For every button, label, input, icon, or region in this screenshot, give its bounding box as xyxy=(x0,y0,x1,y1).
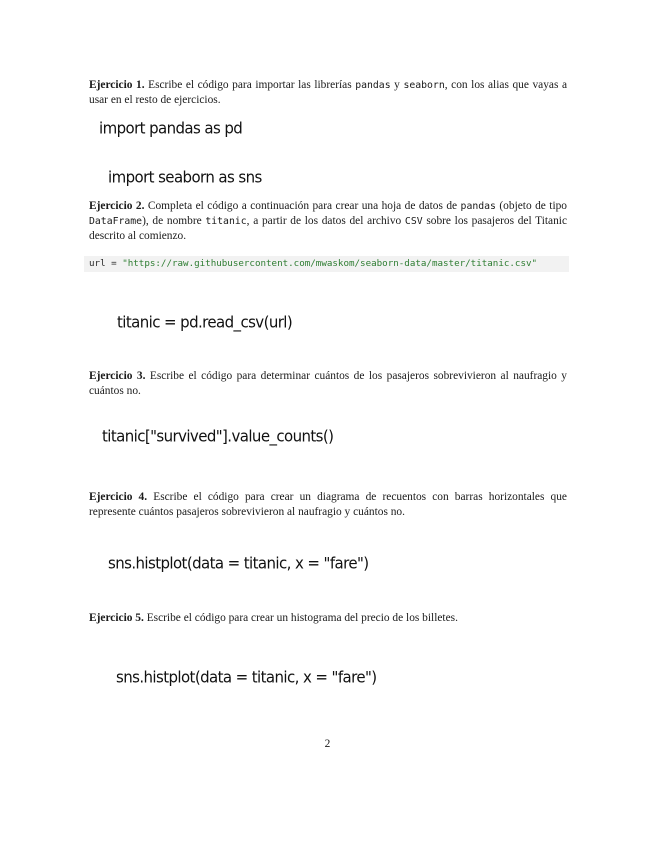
exercise-3-handwritten-answer: titanic["survived"].value_counts() xyxy=(102,426,334,446)
exercise-5-text: Escribe el código para crear un histograma del precio de los billetes. xyxy=(146,612,458,624)
exercise-2-code-csv: CSV xyxy=(404,216,423,227)
exercise-2-code-pandas: pandas xyxy=(460,201,496,212)
exercise-3-text: Escribe el código para determinar cuántos de los pasajeros sobrevivieron al naufragio y cuántos no. xyxy=(89,370,567,397)
exercise-5-handwritten-answer: sns.histplot(data = titanic, x = "fare") xyxy=(116,667,377,687)
exercise-2-text-c: ), de nombre xyxy=(142,215,206,227)
page-number: 2 xyxy=(324,738,331,750)
exercise-1-statement xyxy=(89,78,567,108)
exercise-2-label: Ejercicio 2. xyxy=(89,200,145,212)
exercise-1-text-c: , con los alias que vayas a usar en el resto de ejercicios. xyxy=(89,79,568,106)
url-code-string: "https://raw.githubusercontent.com/mwaskom/seaborn-data/master/titanic.csv" xyxy=(122,258,538,269)
exercise-4-text: Escribe el código para crear un diagrama de recuentos con barras horizontales que represente cuántos pasajeros sobrevivieron al naufragio y cuántos no. xyxy=(89,491,567,518)
exercise-2-text-a: Completa el código a continuación para crear una hoja de datos de xyxy=(147,200,461,212)
exercise-2-statement xyxy=(89,199,567,244)
exercise-1-text-b: y xyxy=(390,79,404,91)
exercise-1-text-a: Escribe el código para importar las librerías xyxy=(148,79,356,91)
exercise-2-text-e: sobre los pasajeros del Titanic descrito al comienzo. xyxy=(89,215,567,242)
exercise-3-statement xyxy=(89,369,567,399)
url-code-variable: url = xyxy=(89,258,123,269)
exercise-1-label: Ejercicio 1. xyxy=(89,79,145,91)
exercise-2-text-d: , a partir de los datos del archivo xyxy=(246,215,405,227)
exercise-2-text-b: (objeto de tipo xyxy=(495,200,567,212)
exercise-2-code-titanic: titanic xyxy=(205,216,247,227)
exercise-1-code-seaborn: seaborn xyxy=(403,80,445,91)
exercise-4-label: Ejercicio 4. xyxy=(89,491,148,503)
exercise-5-statement xyxy=(89,611,567,626)
exercise-4-handwritten-answer: sns.histplot(data = titanic, x = "fare") xyxy=(108,553,369,573)
exercise-2-handwritten-answer: titanic = pd.read_csv(url) xyxy=(117,312,293,332)
exercise-3-label: Ejercicio 3. xyxy=(89,370,146,382)
exercise-5-label: Ejercicio 5. xyxy=(89,612,144,624)
exercise-2-code-dataframe: DataFrame xyxy=(89,216,143,227)
exercise-1-handwritten-answer-line-1: import pandas as pd xyxy=(99,118,243,138)
url-code-block xyxy=(84,256,569,272)
exercise-1-code-pandas: pandas xyxy=(355,80,391,91)
exercise-4-statement xyxy=(89,490,567,520)
exercise-1-handwritten-answer-line-2: import seaborn as sns xyxy=(108,167,262,187)
